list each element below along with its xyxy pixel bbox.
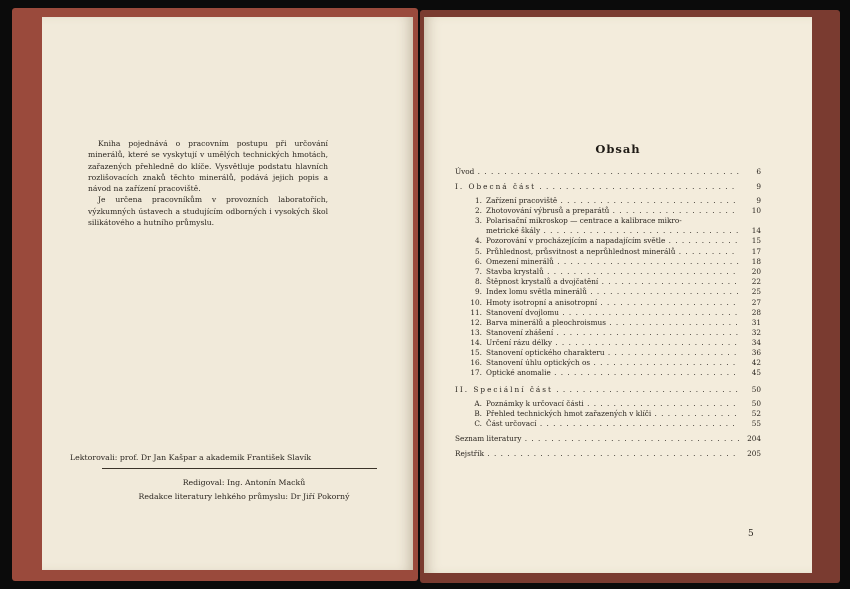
toc-entry: 17. Optické anomalie . . . 45 [455, 367, 761, 378]
toc-entry: metrické škály . . . 14 [455, 225, 761, 236]
reviewers-line: Lektorovali: prof. Dr Jan Kašpar a akademik František Slavík [70, 453, 312, 462]
toc-entry: 5. Průhlednost, průsvitnost a neprůhlednost minerálů . . . 17 [455, 246, 761, 257]
toc-entry: 16. Stanovení úhlu optických os . . . 42 [455, 357, 761, 368]
page-number: 5 [748, 529, 754, 539]
toc-entry: B. Přehled technických hmot zařazených v klíči . . . 52 [455, 408, 761, 419]
editorial-office-line: Redakce literatury lehkého průmyslu: Dr Jiří Pokorný [138, 492, 350, 501]
toc-entry-part-1: I. Obecná část . . . 9 [455, 181, 761, 192]
blurb-paragraph-2: Je určena pracovníkům v provozních laboratořích, výzkumných ústavech a studujícím odborných i vysokých škol silikátového a hutního průmyslu. [88, 195, 328, 228]
toc-entry: 6. Omezení minerálů . . . 18 [455, 256, 761, 267]
toc-title: Obsah [595, 142, 641, 156]
toc-entry: 12. Barva minerálů a pleochroismus . . . 31 [455, 317, 761, 328]
toc-entry-bibliography: Seznam literatury . . . 204 [455, 433, 761, 444]
left-page [42, 17, 413, 570]
show-through-print [127, 62, 131, 72]
divider-rule [102, 468, 377, 469]
toc-entry: 1. Zařízení pracoviště . . . 9 [455, 195, 761, 206]
toc-entry: 15. Stanovení optického charakteru . . . 36 [455, 347, 761, 358]
toc-entry: 13. Stanovení zhášení . . . 32 [455, 327, 761, 338]
editor-line: Redigoval: Ing. Antonín Macků [182, 478, 306, 487]
toc-entry: 7. Stavba krystalů . . . 20 [455, 266, 761, 277]
toc-entry: 2. Zhotovování výbrusů a preparátů . . . 10 [455, 205, 761, 216]
toc-entry: C. Část určovací . . . 55 [455, 418, 761, 429]
toc-entry-part-2: II. Speciální část . . . 50 [455, 384, 761, 395]
toc-entry: 11. Stanovení dvojlomu . . . 28 [455, 307, 761, 318]
toc-entry: 4. Pozorování v procházejícím a napadajícím světle . . . 15 [455, 235, 761, 246]
toc-entry: 14. Určení rázu délky . . . 34 [455, 337, 761, 348]
book-blurb [88, 138, 328, 228]
toc-entry-index: Rejstřík . . . 205 [455, 448, 761, 459]
toc-entry: A. Poznámky k určovací části . . . 50 [455, 398, 761, 409]
toc-entry: 10. Hmoty isotropní a anisotropní . . . 27 [455, 297, 761, 308]
blurb-paragraph-1: Kniha pojednává o pracovním postupu při určování minerálů, které se vyskytují v umělých technických hmotách, zařazených přehledně do klíče. Vysvětluje podstatu hlavních rozlišovacích znaků těchto minerálů, podává jejich popis a návod na zařízení pracoviště. [88, 139, 328, 194]
toc-entry: 9. Index lomu světla minerálů . . . 25 [455, 286, 761, 297]
toc-entry: 3. Polarisační mikroskop — centrace a kalibrace mikro- [475, 216, 682, 225]
toc-entry-uvod: Úvod . . . 6 [455, 166, 761, 177]
toc-entry: 8. Štěpnost krystalů a dvojčatění . . . 22 [455, 276, 761, 287]
